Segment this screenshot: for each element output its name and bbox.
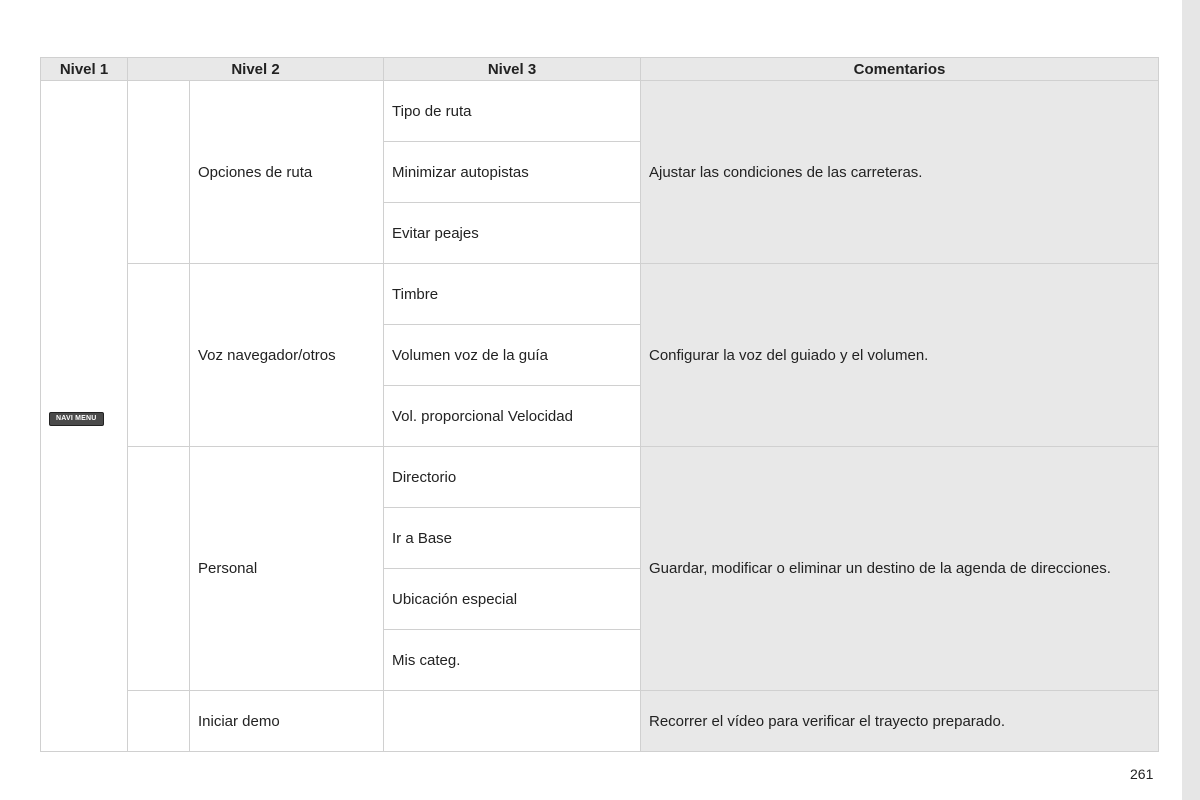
level3-cell <box>384 691 641 752</box>
level3-cell: Volumen voz de la guía <box>384 325 641 386</box>
level2-cell: Iniciar demo <box>190 691 384 752</box>
level3-cell: Mis categ. <box>384 630 641 691</box>
level3-cell: Minimizar autopistas <box>384 142 641 203</box>
page-number: 261 <box>1130 766 1154 782</box>
icon-blank-cell <box>128 691 190 752</box>
table-row <box>41 264 1159 325</box>
level3-cell: Evitar peajes <box>384 203 641 264</box>
level3-cell: Tipo de ruta <box>384 81 641 142</box>
icon-blank-cell <box>128 81 190 264</box>
header-comments: Comentarios <box>641 58 1159 81</box>
menu-table <box>40 57 1159 752</box>
comment-cell: Recorrer el vídeo para verificar el trayecto preparado. <box>641 691 1159 752</box>
table-row <box>41 691 1159 752</box>
icon-blank-cell <box>128 264 190 447</box>
table-row <box>41 81 1159 142</box>
level3-cell: Timbre <box>384 264 641 325</box>
header-level3: Nivel 3 <box>384 58 641 81</box>
level3-cell: Vol. proporcional Velocidad <box>384 386 641 447</box>
level3-cell: Directorio <box>384 447 641 508</box>
navi-menu-button-icon: NAVI MENU <box>49 412 104 426</box>
icon-blank-cell <box>128 447 190 691</box>
level2-cell: Opciones de ruta <box>190 81 384 264</box>
header-row <box>41 58 1159 81</box>
comment-cell: Ajustar las condiciones de las carreteras. <box>641 81 1159 264</box>
side-strip <box>1182 0 1200 800</box>
level3-cell: Ir a Base <box>384 508 641 569</box>
comment-cell: Guardar, modificar o eliminar un destino de la agenda de direcciones. <box>641 447 1159 691</box>
level3-cell: Ubicación especial <box>384 569 641 630</box>
level2-cell: Voz navegador/otros <box>190 264 384 447</box>
header-level1: Nivel 1 <box>41 58 128 81</box>
level1-cell <box>41 81 128 752</box>
header-level2: Nivel 2 <box>128 58 384 81</box>
table-row <box>41 447 1159 508</box>
level2-cell: Personal <box>190 447 384 691</box>
comment-cell: Configurar la voz del guiado y el volumen. <box>641 264 1159 447</box>
